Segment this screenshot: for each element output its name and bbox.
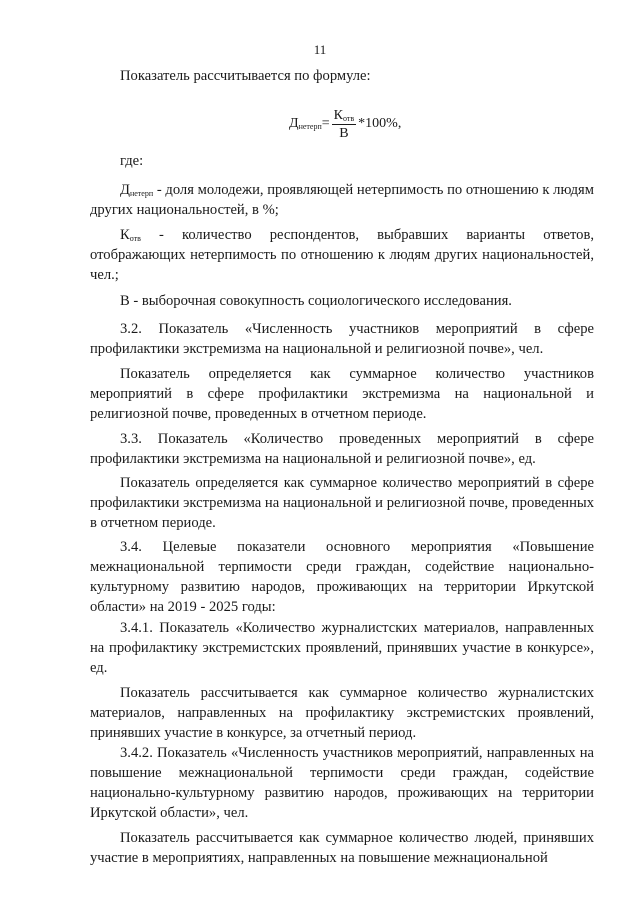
where-label: где: [120,153,144,169]
section-3-4-2: 3.4.2. Показатель «Численность участников мероприятий, направленных на повышение межнациональной терпимости среди граждан, содействие национально-культурному развитию народов, проживающих на территории Иркутской области», чел. [90,745,594,821]
formula-equals: = [321,116,330,131]
definition-b: В - выборочная совокупность социологического исследования. [120,293,512,309]
formula-lhs: $Д_{нетерп}$ [289,116,322,131]
section-3-2-calc: Показатель определяется как суммарное количество участников мероприятий в сфере профилактики экстремизма на национальной и религиозной почве, проведенных в отчетном периоде. [90,366,594,422]
formula-fraction [332,107,357,142]
formula-tail: *100%, [358,116,402,131]
formula-intro: Показатель рассчитывается по формуле: [120,68,371,84]
section-3-4-2-calc: Показатель рассчитывается как суммарное количество людей, принявших участие в мероприятиях, направленных на повышение межнациональной [90,830,594,866]
page-number: 11 [313,42,327,57]
formula-numerator: $К_{отв}$ [333,107,355,123]
formula-denominator: В [339,125,349,141]
section-3-4-1-calc: Показатель рассчитывается как суммарное количество журналистских материалов, направленных на профилактику экстремистских проявлений, принявших участие в конкурсе, за отчетный период. [90,685,594,741]
section-3-4-1: 3.4.1. Показатель «Количество журналистских материалов, направленных на профилактику экстремистских проявлений, принявших участие в конкурсе», ед. [90,620,594,676]
section-3-3-calc: Показатель определяется как суммарное количество мероприятий в сфере профилактики экстремизма на национальной и религиозной почве, проведенных в отчетном периоде. [90,475,594,531]
section-3-3: 3.3. Показатель «Количество проведенных мероприятий в сфере профилактики экстремизма на национальной и религиозной почве», ед. [90,431,594,467]
formula [289,104,401,144]
definition-d: $Д_{нетерп}$ - доля молодежи, проявляющей нетерпимость по отношению к людям других национальностей, в %; [90,182,594,218]
definition-k: $К_{отв}$ - количество респондентов, выбравших варианты ответов, отображающих нетерпимость по отношению к людям других национальностей, чел.; [90,227,594,283]
section-3-2: 3.2. Показатель «Численность участников мероприятий в сфере профилактики экстремизма на национальной и религиозной почве», чел. [90,321,594,357]
section-3-4: 3.4. Целевые показатели основного мероприятия «Повышение межнациональной терпимости среди граждан, содействие национально-культурному развитию народов, проживающих на территории Иркутской области» на 2019 - 2025 годы: [90,539,594,615]
